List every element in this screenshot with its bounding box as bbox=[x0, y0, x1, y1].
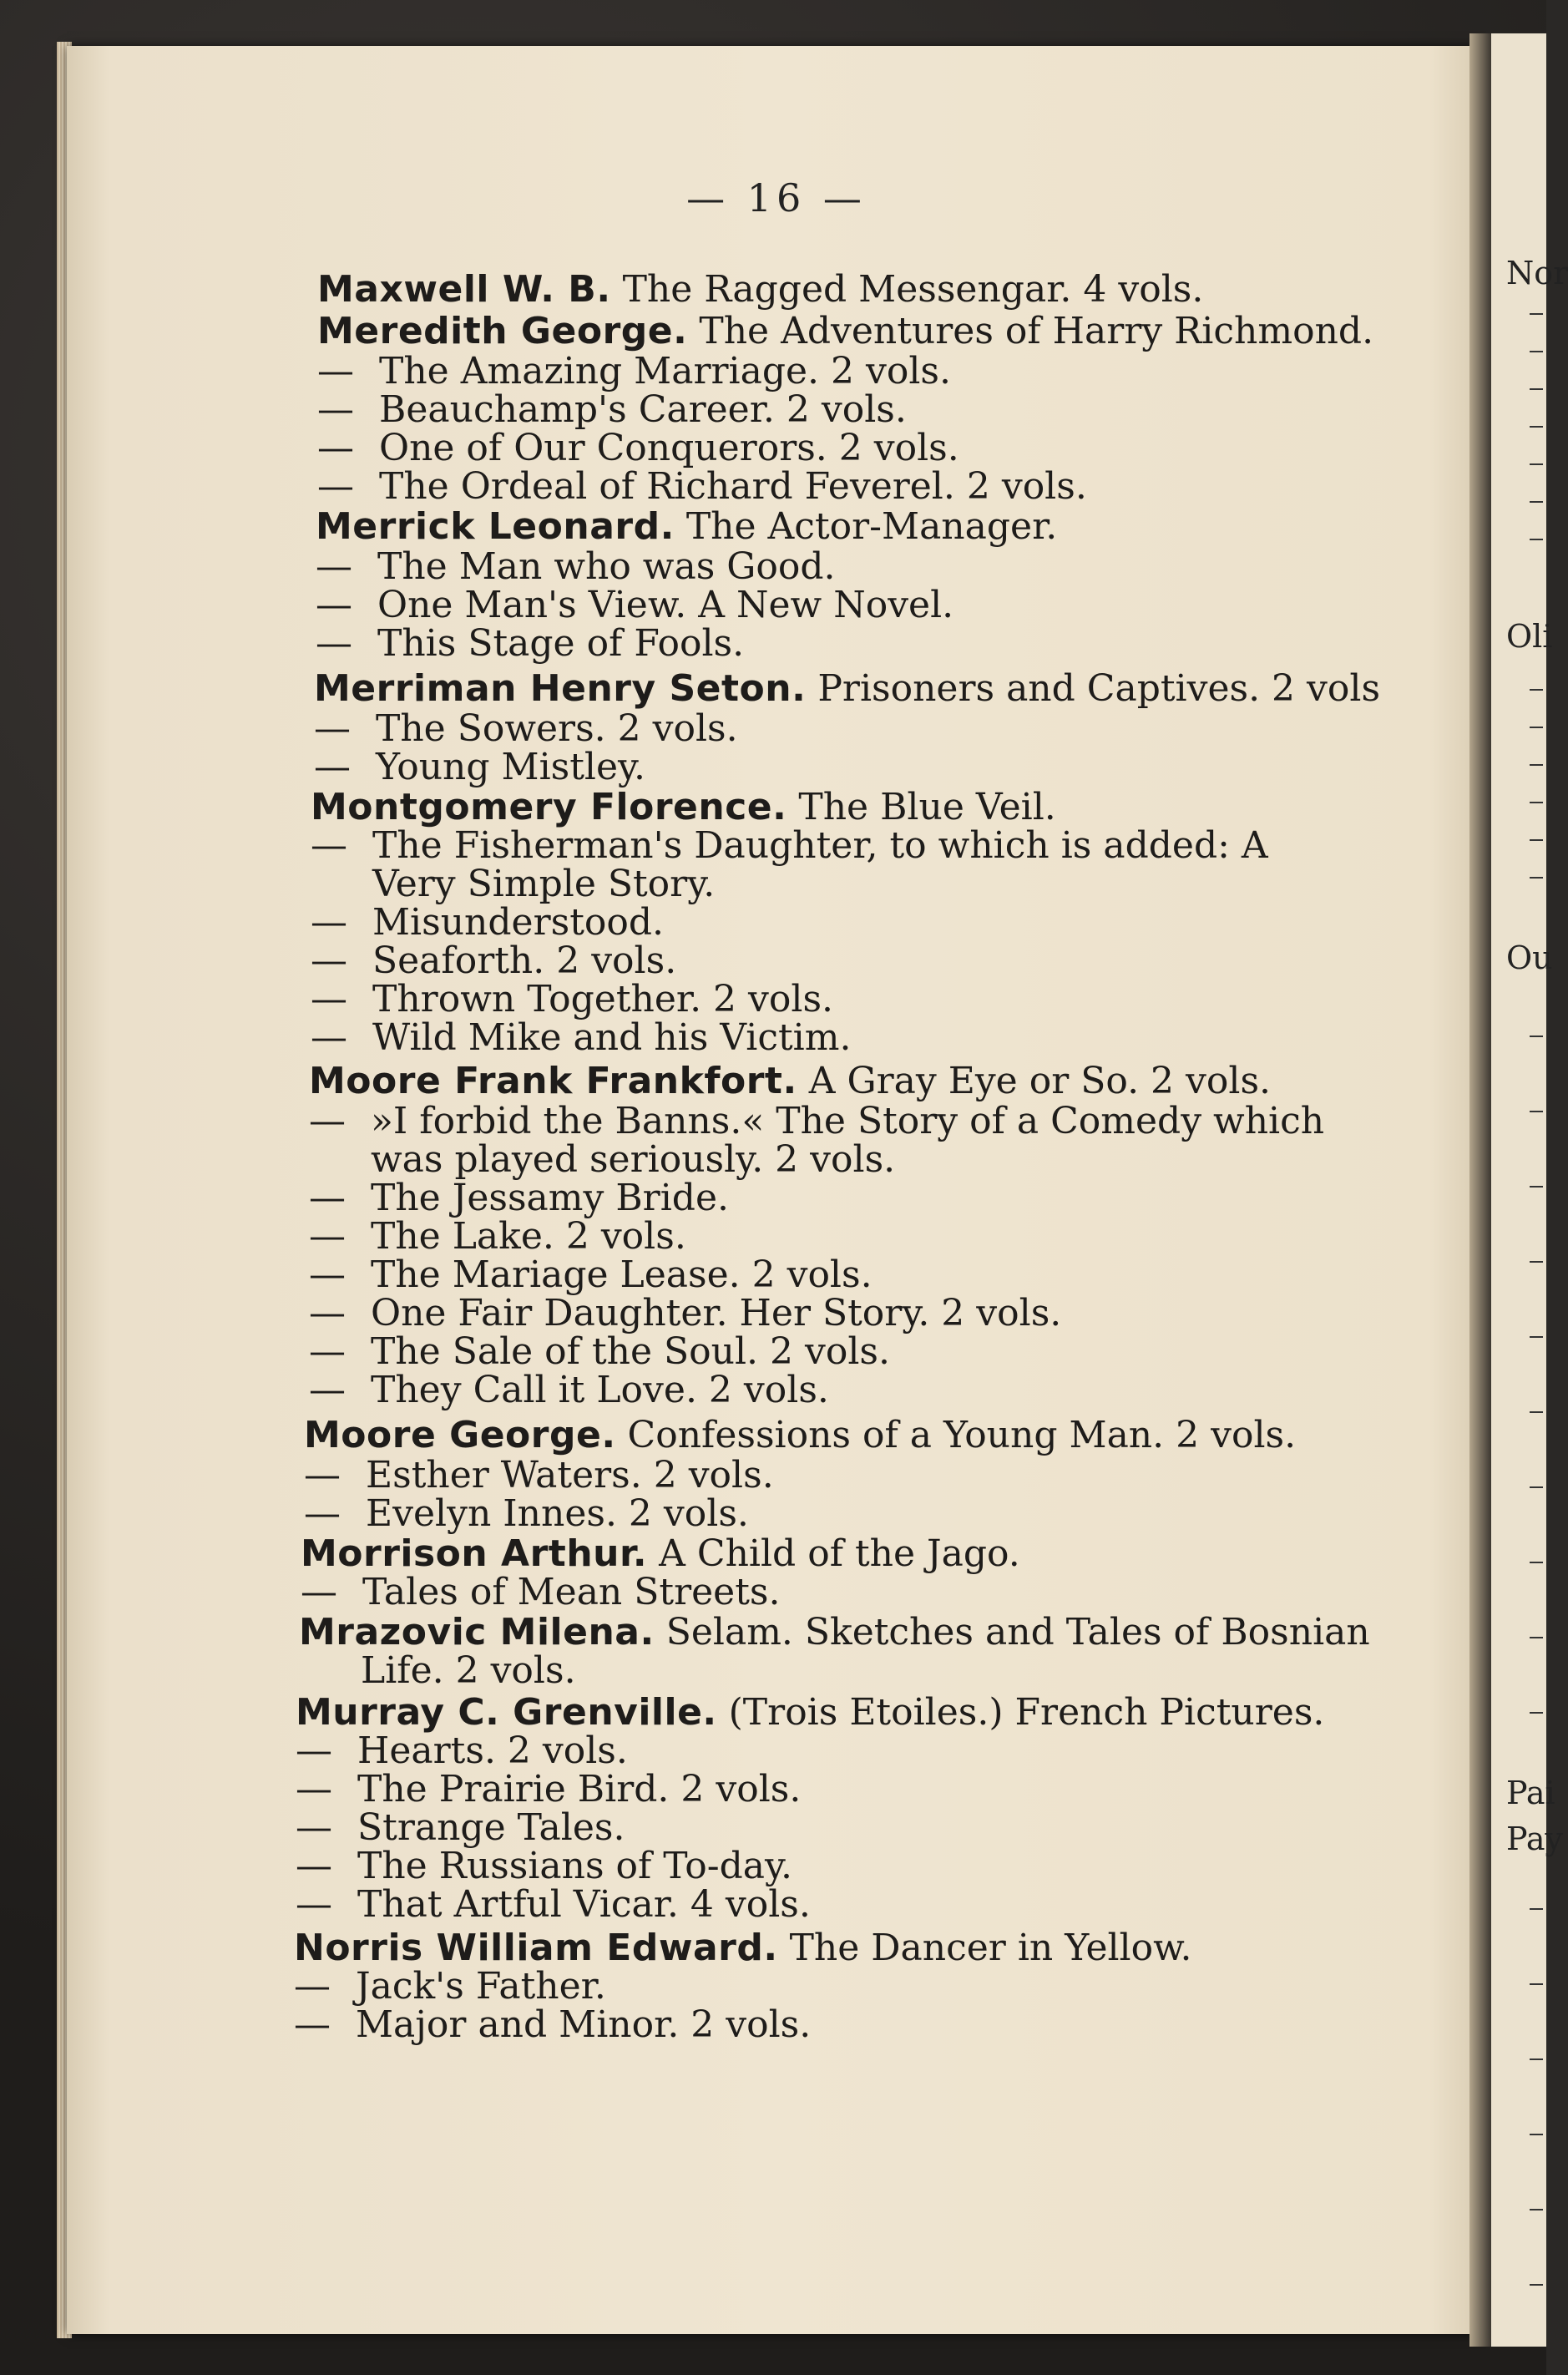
book-title: One Fair Daughter. Her Story. 2 vols. bbox=[371, 1292, 1062, 1334]
page-number: — 16 — bbox=[686, 175, 867, 220]
author-line bbox=[311, 787, 1056, 828]
author-name: Maxwell W. B. bbox=[317, 268, 611, 311]
book-title: Seaforth. 2 vols. bbox=[372, 939, 677, 982]
title-line: — One Man's View. A New Novel. bbox=[316, 584, 954, 626]
author-name: Merrick Leonard. bbox=[316, 505, 675, 548]
title-line: — The Sowers. 2 vols. bbox=[314, 707, 738, 750]
title-line: — Beauchamp's Career. 2 vols. bbox=[317, 388, 907, 431]
title-line bbox=[311, 864, 715, 904]
title-line: — Evelyn Innes. 2 vols. bbox=[304, 1492, 749, 1535]
book-title: (Trois Etoiles.) French Pictures. bbox=[728, 1691, 1325, 1734]
book-title: Tales of Mean Streets. bbox=[362, 1571, 781, 1613]
author-name: Morrison Arthur. bbox=[301, 1532, 648, 1575]
book-title: The Mariage Lease. 2 vols. bbox=[371, 1253, 873, 1296]
title-line: — The Man who was Good. bbox=[316, 545, 836, 588]
title-line: — Strange Tales. bbox=[296, 1806, 625, 1849]
book-title: One of Our Conquerors. 2 vols. bbox=[379, 427, 959, 469]
title-line: — Tales of Mean Streets. bbox=[301, 1571, 781, 1613]
author-name: Meredith George. bbox=[317, 310, 688, 352]
book-title: A Child of the Jago. bbox=[659, 1532, 1020, 1575]
author-line bbox=[317, 311, 1373, 352]
author-line bbox=[314, 669, 1380, 709]
book-title: They Call it Love. 2 vols. bbox=[371, 1369, 829, 1411]
book-title: The Sowers. 2 vols. bbox=[376, 707, 738, 750]
book-title: Young Mistley. bbox=[376, 746, 646, 788]
title-line: — The Amazing Marriage. 2 vols. bbox=[317, 350, 951, 392]
title-line bbox=[309, 1140, 895, 1180]
facing-fragment-ou: Ou bbox=[1506, 939, 1553, 976]
title-line: — They Call it Love. 2 vols. bbox=[309, 1369, 829, 1411]
page-content bbox=[67, 46, 1486, 2334]
book-title: The Amazing Marriage. 2 vols. bbox=[379, 350, 951, 392]
book-title: The Blue Veil. bbox=[798, 786, 1056, 828]
title-line: — One Fair Daughter. Her Story. 2 vols. bbox=[309, 1292, 1062, 1334]
title-line: — The Russians of To-day. bbox=[296, 1845, 792, 1887]
book-title: Jack's Father. bbox=[356, 1965, 606, 2008]
author-line bbox=[304, 1415, 1296, 1456]
book-title: Selam. Sketches and Tales of Bosnian bbox=[665, 1611, 1370, 1653]
book-title: Misunderstood. bbox=[372, 901, 665, 944]
title-line: — Thrown Together. 2 vols. bbox=[311, 978, 834, 1020]
book-title: The Prairie Bird. 2 vols. bbox=[357, 1768, 802, 1810]
author-line bbox=[316, 507, 1057, 547]
title-line: — »I forbid the Banns.« The Story of a Comedy which bbox=[309, 1100, 1325, 1142]
book-title: The Dancer in Yellow. bbox=[789, 1927, 1192, 1969]
facing-page-fragment bbox=[1491, 33, 1568, 2347]
book-title: Esther Waters. 2 vols. bbox=[366, 1454, 774, 1496]
book-title: Strange Tales. bbox=[357, 1806, 625, 1849]
book-title: The Fisherman's Daughter, to which is added: A bbox=[372, 824, 1268, 867]
book-title: Beauchamp's Career. 2 vols. bbox=[379, 388, 907, 431]
book-title: The Ragged Messengar. 4 vols. bbox=[622, 268, 1204, 311]
title-line: — The Jessamy Bride. bbox=[309, 1177, 729, 1219]
title-line: — The Mariage Lease. 2 vols. bbox=[309, 1253, 873, 1296]
facing-fragment-pay: Pay bbox=[1506, 1820, 1563, 1857]
author-name: Norris William Edward. bbox=[294, 1927, 778, 1969]
book-title: One Man's View. A New Novel. bbox=[377, 584, 954, 626]
author-name: Montgomery Florence. bbox=[311, 786, 787, 828]
book-title: Hearts. 2 vols. bbox=[357, 1729, 628, 1772]
author-line bbox=[299, 1613, 1370, 1653]
author-name: Moore Frank Frankfort. bbox=[309, 1060, 797, 1102]
title-line: — Hearts. 2 vols. bbox=[296, 1729, 628, 1772]
title-line: — The Fisherman's Daughter, to which is added: A bbox=[311, 824, 1268, 867]
title-line: — One of Our Conquerors. 2 vols. bbox=[317, 427, 959, 469]
book-title: That Artful Vicar. 4 vols. bbox=[357, 1883, 811, 1926]
book-title: was played seriously. 2 vols. bbox=[371, 1138, 896, 1181]
book-title: The Jessamy Bride. bbox=[371, 1177, 729, 1219]
author-name: Mrazovic Milena. bbox=[299, 1611, 655, 1653]
title-line: — Major and Minor. 2 vols. bbox=[294, 2003, 812, 2046]
book-title: Prisoners and Captives. 2 vols bbox=[817, 667, 1381, 710]
title-line bbox=[299, 1651, 576, 1691]
catalogue-entries bbox=[67, 46, 1486, 2334]
book-title: The Sale of the Soul. 2 vols. bbox=[371, 1330, 890, 1373]
title-line: — Esther Waters. 2 vols. bbox=[304, 1454, 774, 1496]
book-title: This Stage of Fools. bbox=[377, 622, 745, 665]
author-name: Moore George. bbox=[304, 1414, 616, 1456]
author-line bbox=[309, 1061, 1271, 1101]
book-title: A Gray Eye or So. 2 vols. bbox=[808, 1060, 1272, 1102]
book-title: Evelyn Innes. 2 vols. bbox=[366, 1492, 749, 1535]
book-title: Wild Mike and his Victim. bbox=[372, 1016, 852, 1059]
facing-fragment-pai: Pai bbox=[1506, 1775, 1555, 1811]
facing-fragment-oli: Oli bbox=[1506, 618, 1553, 655]
title-line: — The Lake. 2 vols. bbox=[309, 1215, 686, 1258]
facing-fragment-nor: Nor bbox=[1506, 255, 1568, 291]
title-line: — Wild Mike and his Victim. bbox=[311, 1016, 852, 1059]
title-line: — Seaforth. 2 vols. bbox=[311, 939, 677, 982]
author-line bbox=[317, 270, 1203, 310]
book-title: The Adventures of Harry Richmond. bbox=[699, 310, 1374, 352]
author-name: Merriman Henry Seton. bbox=[314, 667, 807, 710]
book-title: Thrown Together. 2 vols. bbox=[372, 978, 834, 1020]
book-title: Confessions of a Young Man. 2 vols. bbox=[627, 1414, 1297, 1456]
book-title: The Ordeal of Richard Feverel. 2 vols. bbox=[379, 465, 1087, 508]
author-line bbox=[296, 1693, 1324, 1733]
author-name: Murray C. Grenville. bbox=[296, 1691, 717, 1734]
title-line: — The Prairie Bird. 2 vols. bbox=[296, 1768, 802, 1810]
book-title: The Actor-Manager. bbox=[685, 505, 1058, 548]
author-line bbox=[301, 1534, 1020, 1574]
title-line: — Young Mistley. bbox=[314, 746, 646, 788]
book-title: The Russians of To-day. bbox=[357, 1845, 792, 1887]
book-title: Very Simple Story. bbox=[372, 863, 716, 905]
author-line bbox=[294, 1928, 1192, 1968]
book-title: The Lake. 2 vols. bbox=[371, 1215, 686, 1258]
book-title: Major and Minor. 2 vols. bbox=[356, 2003, 812, 2046]
title-line: — The Sale of the Soul. 2 vols. bbox=[309, 1330, 890, 1373]
title-line: — Misunderstood. bbox=[311, 901, 665, 944]
book-title: Life. 2 vols. bbox=[361, 1649, 576, 1692]
title-line: — The Ordeal of Richard Feverel. 2 vols. bbox=[317, 465, 1087, 508]
book-title: »I forbid the Banns.« The Story of a Comedy which bbox=[371, 1100, 1325, 1142]
title-line: — Jack's Father. bbox=[294, 1965, 606, 2008]
title-line: — That Artful Vicar. 4 vols. bbox=[296, 1883, 811, 1926]
title-line: — This Stage of Fools. bbox=[316, 622, 745, 665]
book-title: The Man who was Good. bbox=[377, 545, 836, 588]
